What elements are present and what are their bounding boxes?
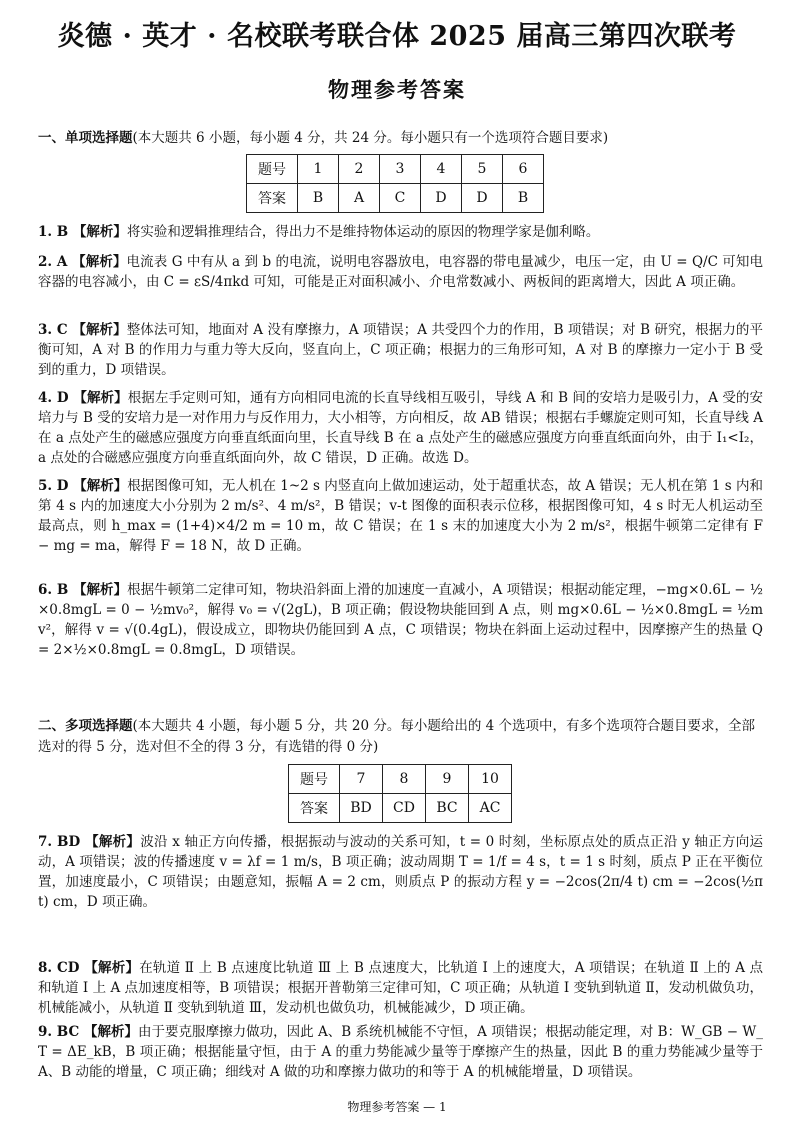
answer-cell: A (339, 184, 380, 213)
table-row (289, 765, 512, 794)
table-row (247, 184, 544, 213)
section1-answer-table (246, 154, 544, 213)
row-label-answer: 答案 (247, 184, 298, 213)
solution-text: 根据左手定则可知，通有方向相同电流的长直导线相互吸引，导线 A 和 B 间的安培力是吸引力，A 受的安培力与 B 受的安培力是一对作用力与反作用力，大小相等，方向相反，故 AB 错误；根据右手螺旋定则可知，长直导线 A 在 a 点处产生的磁感应强度方向垂直纸面向里，长直导线 B 在 a 点处产生的磁感应强度方向垂直纸面向外，由于 I₁<I₂，a 点处的合磁感应强度方向垂直纸面向外，故 C 错误，D 正确。故选 D。 (38, 390, 763, 466)
answer-cell: BC (426, 794, 469, 823)
question-number-cell: 6 (503, 155, 544, 184)
row-label-answer: 答案 (289, 794, 340, 823)
answer-cell: C (380, 184, 421, 213)
answer-cell: B (298, 184, 339, 213)
solution-text: 根据牛顿第二定律可知，物块沿斜面上滑的加速度一直减小，A 项错误；根据动能定理，−mg×0.6L − ½×0.8mgL = 0 − ½mv₀²，解得 v₀ = √(2gL)，B 项正确；假设物块能回到 A 点，则 mg×0.6L − ½×0.8mgL = ½mv²，解得 v = √(0.4gL)，假设成立，即物块仍能回到 A 点，C 项错误；物块在斜面上运动过程中，因摩擦产生的热量 Q = 2×½×0.8mgL = 0.8mgL，D 项错误。 (38, 582, 763, 658)
section2-heading (38, 716, 763, 758)
solution-label: 5. D 【解析】 (38, 478, 128, 494)
table-row (289, 794, 512, 823)
document-subtitle: 物理参考答案 (328, 77, 466, 102)
answer-cell: AC (469, 794, 512, 823)
solution-4 (38, 388, 763, 468)
question-number-cell: 9 (426, 765, 469, 794)
section1-note: (本大题共 6 小题，每小题 4 分，共 24 分。每小题只有一个选项符合题目要求) (132, 130, 609, 146)
solution-6 (38, 580, 763, 660)
solution-label: 7. BD 【解析】 (38, 834, 141, 850)
solution-text: 整体法可知，地面对 A 没有摩擦力，A 项错误；A 共受四个力的作用，B 项错误；对 B 研究，根据力的平衡可知，A 对 B 的作用力与重力等大反向，竖直向上，C 项正确；根据力的三角形可知，A 对 B 的摩擦力一定小于 B 受到的重力，D 项错误。 (38, 322, 763, 378)
row-label-number: 题号 (289, 765, 340, 794)
question-number-cell: 10 (469, 765, 512, 794)
solution-5 (38, 476, 763, 556)
solution-label: 2. A 【解析】 (38, 254, 127, 270)
section2-answer-table (288, 764, 512, 823)
solution-text: 根据图像可知，无人机在 1~2 s 内竖直向上做加速运动，处于超重状态，故 A 错误；无人机在第 1 s 内和第 4 s 内的加速度大小分别为 2 m/s²、4 m/s²，B 错误；v-t 图像的面积表示位移，根据图像可知，4 s 时无人机运动至最高点，则 h_max = (1+4)×4/2 m = 10 m，故 C 错误；在 1 s 末的加速度大小为 2 m/s²，根据牛顿第二定律有 F − mg = ma，解得 F = 18 N，故 D 正确。 (38, 478, 764, 554)
solution-label: 1. B 【解析】 (38, 224, 127, 240)
section2-note: (本大题共 4 小题，每小题 5 分，共 20 分。每小题给出的 4 个选项中，有多个选项符合题目要求，全部选对的得 5 分，选对但不全的得 3 分，有选错的得 0 分) (38, 718, 756, 755)
solution-9 (38, 1022, 763, 1082)
page-footer: 物理参考答案 — 1 (347, 1100, 447, 1114)
solution-text: 由于要克服摩擦力做功，因此 A、B 系统机械能不守恒，A 项错误；根据动能定理，对 B：W_GB − W_T = ΔE_kB，B 项正确；根据能量守恒，由于 A 的重力势能减少量等于摩擦产生的热量，因此 B 的重力势能减少量等于 A、B 动能的增量，C 项正确；细线对 A 做的功和摩擦力做功的和等于 A 的机械能增量，D 项错误。 (38, 1024, 764, 1080)
question-number-cell: 8 (383, 765, 426, 794)
answer-cell: CD (383, 794, 426, 823)
table-row (247, 155, 544, 184)
section2-title: 二、多项选择题 (38, 718, 133, 734)
solution-label: 6. B 【解析】 (38, 582, 128, 598)
answer-cell: BD (340, 794, 383, 823)
question-number-cell: 1 (298, 155, 339, 184)
solution-text: 电流表 G 中有从 a 到 b 的电流，说明电容器放电，电容器的带电量减少，电压一定，由 U = Q/C 可知电容器的电容减小，由 C = εS/4πkd 可知，可能是正对面积减小、介电常数减小、两板间的距离增大，因此 A 项正确。 (38, 254, 764, 290)
section1-title: 一、单项选择题 (38, 130, 133, 146)
answer-cell: D (462, 184, 503, 213)
row-label-number: 题号 (247, 155, 298, 184)
answer-cell: B (503, 184, 544, 213)
solution-3 (38, 320, 763, 380)
solution-label: 9. BC 【解析】 (38, 1024, 138, 1040)
question-number-cell: 4 (421, 155, 462, 184)
section1-heading (38, 128, 763, 149)
exam-title: 炎德 · 英才 · 名校联考联合体 2025 届高三第四次联考 (57, 21, 737, 52)
solution-label: 3. C 【解析】 (38, 322, 127, 338)
solution-1 (38, 222, 763, 242)
question-number-cell: 3 (380, 155, 421, 184)
solution-text: 波沿 x 轴正方向传播，根据振动与波动的关系可知，t = 0 时刻，坐标原点处的质点正沿 y 轴正方向运动，A 项错误；波的传播速度 v = λf = 1 m/s，B 项正确；波动周期 T = 1/f = 4 s，t = 1 s 时刻，质点 P 正在平衡位置，加速度最小，C 项错误；由题意知，振幅 A = 2 cm，则质点 P 的振动方程 y = −2cos(2π/4 t) cm = −2cos(½πt) cm，D 项正确。 (38, 834, 763, 910)
question-number-cell: 5 (462, 155, 503, 184)
solution-2 (38, 252, 763, 292)
solution-label: 8. CD 【解析】 (38, 960, 140, 976)
answer-cell: D (421, 184, 462, 213)
solution-8 (38, 958, 763, 1018)
solution-label: 4. D 【解析】 (38, 390, 128, 406)
solution-7 (38, 832, 763, 912)
question-number-cell: 7 (340, 765, 383, 794)
solution-text: 将实验和逻辑推理结合，得出力不是维持物体运动的原因的物理学家是伽利略。 (126, 224, 600, 240)
solution-text: 在轨道 Ⅱ 上 B 点速度比轨道 Ⅲ 上 B 点速度大，比轨道 Ⅰ 上的速度大，A 项错误；在轨道 Ⅱ 上的 A 点和轨道 Ⅰ 上 A 点加速度相等，B 项错误；根据开普勒第三定律可知，C 项正确；从轨道 Ⅰ 变轨到轨道 Ⅱ，发动机做负功，机械能减小，从轨道 Ⅱ 变轨到轨道 Ⅲ，发动机也做负功，机械能减少，D 项正确。 (38, 960, 763, 1016)
question-number-cell: 2 (339, 155, 380, 184)
